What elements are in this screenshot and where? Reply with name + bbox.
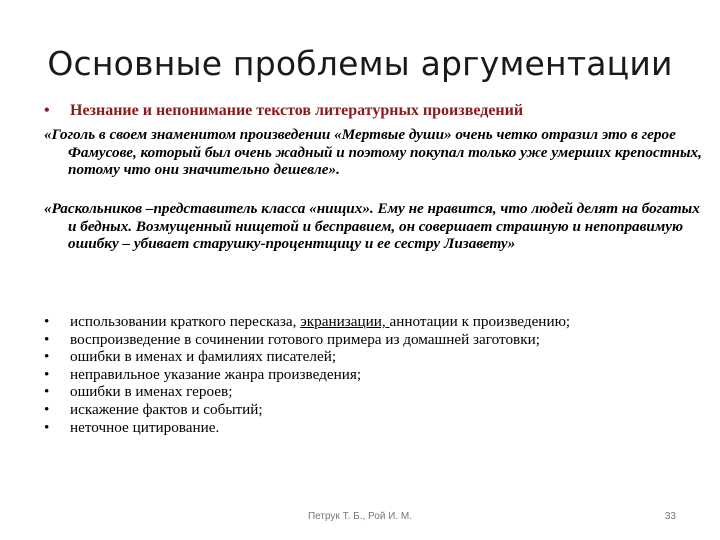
problems-list	[44, 313, 694, 436]
list-item-text: ошибки в именах героев;	[70, 383, 233, 401]
list-item	[44, 313, 694, 331]
section-heading-text: Незнание и непонимание текстов литературных произведений	[70, 102, 524, 119]
list-item-text	[70, 313, 570, 331]
list-item	[44, 331, 694, 349]
bullet: •	[44, 348, 50, 366]
bullet: •	[44, 102, 50, 119]
bullet: •	[44, 365, 50, 383]
page-number: 33	[664, 511, 676, 522]
list-item	[44, 419, 694, 437]
slide-title: Основные проблемы аргументации	[47, 44, 673, 83]
list-item	[44, 366, 694, 384]
bullet: •	[44, 400, 50, 418]
list-item-text: неточное цитирование.	[70, 418, 220, 436]
section-heading	[44, 101, 684, 121]
list-item	[44, 383, 694, 401]
list-item-text: искажение фактов и событий;	[70, 400, 263, 418]
bullet: •	[44, 313, 50, 330]
list-item-text-part: использовании краткого пересказа,	[70, 313, 301, 330]
list-item-text: воспроизведение в сочинении готового примера из домашней заготовки;	[70, 330, 540, 348]
list-item	[44, 401, 694, 419]
list-item	[44, 348, 694, 366]
footer-author: Петрук Т. Б., Рой И. М.	[307, 511, 413, 522]
underlined-text: экранизации,	[300, 313, 390, 330]
quote-gogol: «Гоголь в своем знаменитом произведении «Мертвые души» очень четко отразил это в герое Фамусове, который был очень жадный и поэтому покупал только уже умерших крепостных, потому что они значительно дешевле».	[44, 126, 702, 178]
bullet: •	[44, 330, 50, 348]
quote-raskolnikov: «Раскольников –представитель класса «нищих». Ему не нравится, что людей делят на богатых и бедных. Возмущенный нищетой и бесправием, он совершает страшную и непоправимую ошибку – убивает старушку-процентщицу и ее сестру Лизавету»	[44, 200, 700, 252]
list-item-text: ошибки в именах и фамилиях писателей;	[70, 348, 337, 366]
list-item-text: неправильное указание жанра произведения;	[70, 365, 362, 383]
bullet: •	[44, 383, 50, 401]
bullet: •	[44, 418, 50, 436]
list-item-text-part: аннотации к произведению;	[389, 313, 571, 330]
